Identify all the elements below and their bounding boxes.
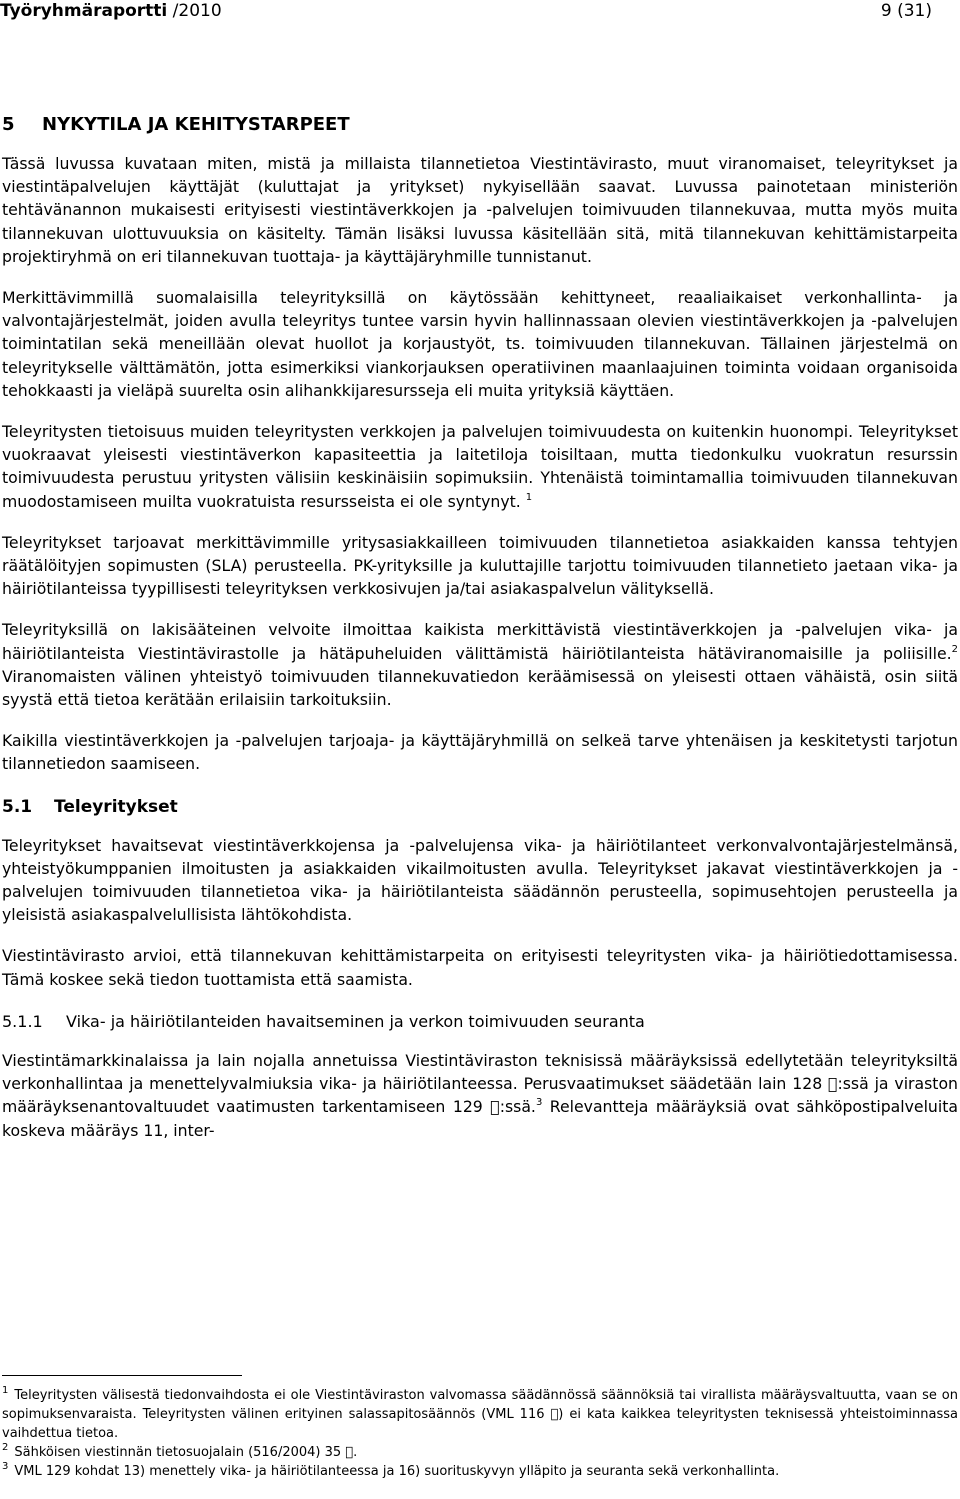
report-title-text: Työryhmäraportti [0, 1, 168, 21]
footnote-text: Sähköisen viestinnän tietosuojalain (516/2004) 35 . [14, 1445, 350, 1460]
paragraph [2, 618, 958, 711]
paragraph [2, 1049, 958, 1142]
footnote [2, 1462, 958, 1481]
footnote [2, 1386, 958, 1443]
paragraph: Merkittävimmillä suomalaisilla teleyrityksillä on käytössään kehittyneet, reaaliaikaiset verkonhallinta- ja valvontajärjestelmät, joiden avulla teleyritys tuntee varsin hyvin hallinnassaan olevien viestintäverkkojen ja -palvelujen toimintatilan sekä meneillään olevat huollot ja korjaustyöt, ts. toimivuuden tilannekuvan. Tällainen järjestelmä on teleyritykselle välttämätön, jotta esimerkiksi viankorjauksen operatiivinen maanlaajuinen toiminta voidaan organisoida tehokkaasti ja vieläpä suurelta osin alihankkijaresursseja eli muita yrityksiä käyttäen. [2, 288, 958, 400]
report-year: /2010 [172, 1, 222, 21]
footnote-ref: 1 [525, 491, 533, 503]
page-number: 9 (31) [880, 1, 932, 21]
footnotes [2, 1386, 958, 1481]
section-title: NYKYTILA JA KEHITYSTARPEET [42, 114, 350, 135]
subsubsection-title: Vika- ja häiriötilanteiden havaitseminen ja verkon toimivuuden seuranta [66, 1011, 645, 1031]
subsection-heading [2, 794, 958, 820]
report-title [0, 0, 222, 22]
section-heading [2, 112, 958, 138]
paragraph: Teleyritykset tarjoavat merkittävimmille yritysasiakkailleen toimivuuden tilannetietoa asiakkaiden kanssa tehtyjen räätälöityjen sopimusten (SLA) perusteella. PK-yrityksille ja kuluttajille tarjottu toimivuuden tilannetieto jaetaan vika- ja häiriötilanteissa tyypillisesti teleyrityksen verkkosivujen ja/tai asiakaspalvelun välityksellä. [2, 532, 958, 599]
footnote-number: 1 [2, 1385, 9, 1396]
footnote-ref: 3 [531, 1097, 538, 1109]
paragraph: Kaikilla viestintäverkkojen ja -palvelujen tarjoaja- ja käyttäjäryhmillä on selkeä tarve yhtenäisen ja keskitetysti tarjotun tilannetiedon saamiseen. [2, 731, 958, 774]
footnote-number: 2 [2, 1442, 9, 1453]
subsection-number: 5.1 [2, 796, 33, 817]
section-number: 5 [2, 114, 15, 135]
document-body [2, 112, 958, 1160]
footnote-separator [2, 1375, 242, 1376]
paragraph-text: Viestintämarkkinalaissa ja lain nojalla annetuissa Viestintäviraston teknisissä määräyksissä edellytetään teleyrityksiltä verkonhallintaa ja menettelyvalmiuksia vika- ja häiriötilanteessa. Perusvaatimukset säädetään lain 128 :ssä ja viraston määräyksenantovaltuudet vaatimusten tarkentamiseen 129 :ssä. [2, 1050, 958, 1117]
footnote-number: 3 [2, 1461, 9, 1472]
paragraph: Teleyritykset havaitsevat viestintäverkkojensa ja -palvelujensa vika- ja häiriötilanteet verkonvalvontajärjestelmänsä, yhteistyökumppanien ilmoitusten ja asiakkaiden vikailmoitusten avulla. Teleyritykset jakavat viestintäverkkojen ja -palvelujen toimivuuden tilannetietoa vika- ja häiriötilanteista säädännön perusteella, sopimusehtojen perusteella ja yleisistä asiakaspalvelullisista lähtökohdista. [2, 835, 958, 925]
paragraph-text: Viranomaisten välinen yhteistyö toimivuuden tilannekuvatiedon keräämisessä on yleisesti ottaen vähäistä, osin siitä syystä että tietoa kerätään erilaisiin tarkoituksiin. [2, 666, 958, 710]
footnote-text: Teleyritysten välisestä tiedonvaihdosta ei ole Viestintäviraston valvomassa säädännössä säännöksiä tai virallista määräysvaltuutta, vaan se on sopimuksenvaraista. Teleyritysten välinen erityinen salassapitosäännös (VML 116 ) ei kata kaikkea teleyritysten teknisessä yhteistoiminnassa vaihdettua tietoa. [2, 1388, 958, 1441]
footnote [2, 1443, 958, 1462]
paragraph-text: Teleyritysten tietoisuus muiden teleyritysten verkkojen ja palvelujen toimivuudesta on kuitenkin huonompi. Teleyritykset vuokraavat yleisesti viestintäverkon kapasiteettia ja laitetiloja toisiltaan, mutta tiedonkulku vuokratun resurssin toimivuudesta perustuu yritysten välisiin keskinäisiin sopimuksiin. Yhtenäistä toimintamallia toimivuuden tilannekuvan muodostamiseen muilta vuokratuista resursseista ei ole syntynyt. [2, 422, 958, 511]
footnote-ref: 2 [951, 643, 958, 655]
page-header [0, 0, 960, 26]
footnote-text: VML 129 kohdat 13) menettely vika- ja häiriötilanteessa ja 16) suorituskyvyn ylläpito ja seuranta sekä verkonhallinta. [14, 1464, 780, 1479]
paragraph-text: Relevantteja määräyksiä ovat sähköpostipalveluita koskeva määräys 11, inter- [2, 1097, 958, 1140]
paragraph: Viestintävirasto arvioi, että tilannekuvan kehittämistarpeita on erityisesti teleyritysten vika- ja häiriötiedottamisessa. Tämä koskee sekä tiedon tuottamista että saamista. [2, 946, 958, 989]
subsubsection-heading [2, 1009, 958, 1035]
paragraph: Tässä luvussa kuvataan miten, mistä ja millaista tilannetietoa Viestintävirasto, muut viranomaiset, teleyritykset ja viestintäpalvelujen käyttäjät (kuluttajat ja yritykset) nykyisellään saavat. Luvussa painotetaan ministeriön tehtävänannon mukaisesti erityisesti viestintäverkkojen ja -palvelujen toimivuuden tilannekuvaa, mutta myös muita tilannekuvan ulottuvuuksia on käsitelty. Tämän lisäksi luvussa käsitellään sitä, mitä tilannekuvan kehittämistarpeita projektiryhmä on eri tilannekuvan tuottaja- ja käyttäjäryhmille tunnistanut. [2, 154, 958, 266]
subsubsection-number: 5.1.1 [2, 1011, 43, 1031]
subsection-title: Teleyritykset [54, 796, 178, 817]
paragraph [2, 420, 958, 513]
paragraph-text: Teleyrityksillä on lakisääteinen velvoite ilmoittaa kaikista merkittävistä viestintäverkkojen ja -palvelujen vika- ja häiriötilanteista Viestintävirastolle ja hätäpuheluiden välittämistä häiriötilanteista hätäviranomaisille ja poliisille. [2, 620, 958, 663]
